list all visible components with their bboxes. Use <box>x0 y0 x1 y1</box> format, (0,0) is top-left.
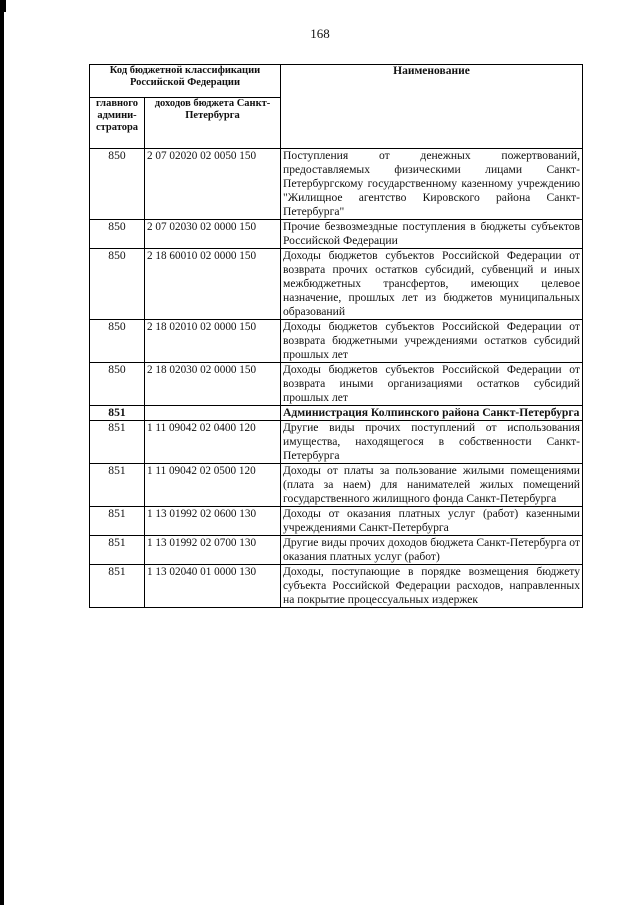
income-code-cell: 1 11 09042 02 0500 120 <box>145 464 281 507</box>
income-code-cell: 2 18 60010 02 0000 150 <box>145 249 281 320</box>
table-row <box>90 464 583 507</box>
table-row <box>90 249 583 320</box>
income-name-cell: Доходы от платы за пользование жилыми помещениями (плата за наем) для нанимателей жилых помещений государственного жилищного фонда Санкт-Петербурга <box>281 464 583 507</box>
income-code-cell: 1 11 09042 02 0400 120 <box>145 421 281 464</box>
table-row <box>90 421 583 464</box>
administrator-code-cell: 850 <box>90 149 145 220</box>
table-row <box>90 220 583 249</box>
income-name-cell: Доходы бюджетов субъектов Российской Федерации от возврата бюджетными учреждениями остатков субсидий прошлых лет <box>281 320 583 363</box>
administrator-code-cell: 850 <box>90 320 145 363</box>
scan-border-corner <box>0 0 6 12</box>
table-row <box>90 565 583 608</box>
income-code-cell: 2 18 02030 02 0000 150 <box>145 363 281 406</box>
income-code-cell: 1 13 01992 02 0600 130 <box>145 507 281 536</box>
table-row <box>90 507 583 536</box>
income-name-cell: Доходы бюджетов субъектов Российской Федерации от возврата прочих остатков субсидий, субвенций и иных межбюджетных трансфертов, имеющих целевое назначение, прошлых лет из бюджетов муниципальных образований <box>281 249 583 320</box>
header-chief-administrator: главного админи-стратора <box>90 98 145 149</box>
administrator-code-cell: 851 <box>90 565 145 608</box>
table-row <box>90 363 583 406</box>
administrator-code-cell: 850 <box>90 249 145 320</box>
income-name-cell: Доходы от оказания платных услуг (работ) казенными учреждениями Санкт-Петербурга <box>281 507 583 536</box>
income-code-cell: 2 07 02030 02 0000 150 <box>145 220 281 249</box>
administrator-code-cell: 850 <box>90 363 145 406</box>
income-name-cell: Прочие безвозмездные поступления в бюджеты субъектов Российской Федерации <box>281 220 583 249</box>
income-code-cell: 1 13 02040 01 0000 130 <box>145 565 281 608</box>
table-row <box>90 406 583 421</box>
income-name-cell: Поступления от денежных пожертвований, предоставляемых физическими лицами Санкт-Петербургскому государственному казенному учреждению "Жилищное агентство Кировского района Санкт-Петербурга" <box>281 149 583 220</box>
income-name-cell: Другие виды прочих поступлений от использования имущества, находящегося в собственности Санкт-Петербурга <box>281 421 583 464</box>
administrator-code-cell: 851 <box>90 421 145 464</box>
header-classification-code: Код бюджетной классификации Российской Федерации <box>90 65 281 98</box>
scan-border-left <box>0 0 4 905</box>
income-name-cell: Другие виды прочих доходов бюджета Санкт-Петербурга от оказания платных услуг (работ) <box>281 536 583 565</box>
income-name-cell: Администрация Колпинского района Санкт-Петербурга <box>281 406 583 421</box>
table-header <box>90 65 583 149</box>
administrator-code-cell: 851 <box>90 406 145 421</box>
administrator-code-cell: 850 <box>90 220 145 249</box>
table-row <box>90 536 583 565</box>
page-number: 168 <box>310 26 330 41</box>
header-name: Наименование <box>281 65 583 149</box>
header-income-code: доходов бюджета Санкт-Петербурга <box>145 98 281 149</box>
administrator-code-cell: 851 <box>90 507 145 536</box>
administrator-code-cell: 851 <box>90 536 145 565</box>
income-code-cell: 2 07 02020 02 0050 150 <box>145 149 281 220</box>
income-code-cell <box>145 406 281 421</box>
income-code-cell: 1 13 01992 02 0700 130 <box>145 536 281 565</box>
income-code-cell: 2 18 02010 02 0000 150 <box>145 320 281 363</box>
table-row <box>90 320 583 363</box>
income-name-cell: Доходы, поступающие в порядке возмещения бюджету субъекта Российской Федерации расходов, направленных на покрытие процессуальных издержек <box>281 565 583 608</box>
administrator-code-cell: 851 <box>90 464 145 507</box>
table-row <box>90 149 583 220</box>
table-body <box>90 149 583 608</box>
budget-classification-table <box>89 64 583 608</box>
income-name-cell: Доходы бюджетов субъектов Российской Федерации от возврата иными организациями остатков субсидий прошлых лет <box>281 363 583 406</box>
